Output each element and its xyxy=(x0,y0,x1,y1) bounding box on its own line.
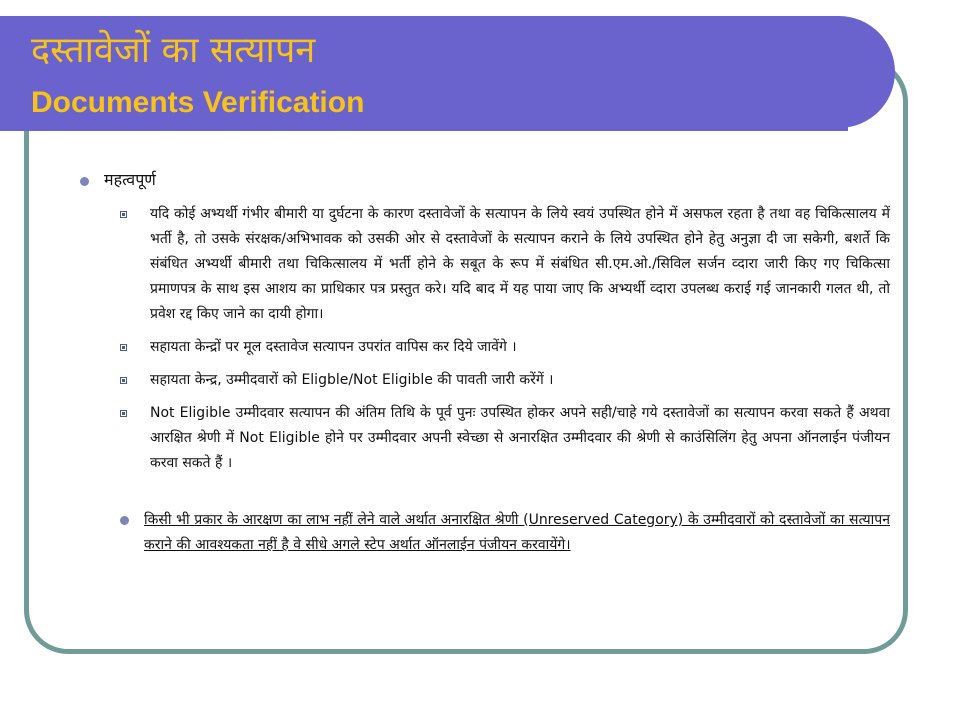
list-item-text: Not Eligible उम्मीदवार सत्यापन की अंतिम तिथि के पूर्व पुनः उपस्थित होकर अपने सही/चाहे गये दस्तावेजों का सत्यापन करवा सकते हैं अथवा आरक्षित श्रेणी में Not Eligible होने पर उम्मीदवार अपनी स्वेच्छा से अनारक्षित उम्मीदवार की श्रेणी से काउंसिलिंग हेतु अपना ऑनलाईन पंजीयन करवा सकते हैं । xyxy=(150,405,890,471)
list-item xyxy=(120,335,890,360)
square-bullet-icon xyxy=(120,344,127,351)
bullet-dot-icon xyxy=(80,177,89,186)
slide-body xyxy=(80,168,890,558)
note-text: किसी भी प्रकार के आरक्षण का लाभ नहीं लेने वाले अर्थात अनारक्षित श्रेणी (Unreserved Category) के उम्मीदवारों को दस्तावेजों का सत्यापन कराने की आवश्यकता नहीं है वे सीधे अगले स्टेप अर्थात ऑनलाईन पंजीयन करवायेंगे। xyxy=(144,512,890,553)
title-underline xyxy=(0,126,848,131)
list-item xyxy=(120,368,890,393)
important-section xyxy=(80,168,890,192)
bullet-dot-icon xyxy=(120,516,129,525)
list-item-text: यदि कोई अभ्यर्थी गंभीर बीमारी या दुर्घटना के कारण दस्तावेजों के सत्यापन के लिये स्वयं उपस्थित होने में असफल रहता है तथा वह चिकित्सालय में भर्ती है, तो उसके संरक्षक/अभिभावक को उसकी ओर से दस्तावेजों के सत्यापन कराने के लिये उपस्थित होने हेतु अनुज्ञा दी जा सकेगी, बशर्ते कि संबंधित अभ्यर्थी बीमारी तथा चिकित्सालय में भर्ती होने के सबूत के रूप में संबंधित सी.एम.ओ./सिविल सर्जन व्दारा जारी किए गए चिकित्सा प्रमाणपत्र के साथ इस आशय का प्राधिकार पत्र प्रस्तुत करे। यदि बाद में यह पाया जाए कि अभ्यर्थी व्दारा उपलब्ध कराई गई जानकारी गलत थी, तो प्रवेश रद्द किए जाने का दायी होगा। xyxy=(150,206,890,322)
slide-title-english: Documents Verification xyxy=(31,86,365,119)
square-bullet-icon xyxy=(120,410,127,417)
important-heading: महत्वपूर्ण xyxy=(104,170,156,189)
unreserved-note xyxy=(80,508,890,558)
square-bullet-icon xyxy=(120,377,127,384)
list-item xyxy=(120,202,890,327)
list-item-text: सहायता केन्द्रों पर मूल दस्तावेज सत्यापन उपरांत वापिस कर दिये जावेंगे । xyxy=(150,339,517,355)
square-bullet-icon xyxy=(120,211,127,218)
list-item xyxy=(120,401,890,476)
slide-title-hindi: दस्तावेजों का सत्यापन xyxy=(31,30,316,71)
list-item-text: सहायता केन्द्र, उम्मीदवारों को Eligble/Not Eligible की पावती जारी करेंगें । xyxy=(150,372,554,388)
sub-bullet-list xyxy=(80,202,890,476)
